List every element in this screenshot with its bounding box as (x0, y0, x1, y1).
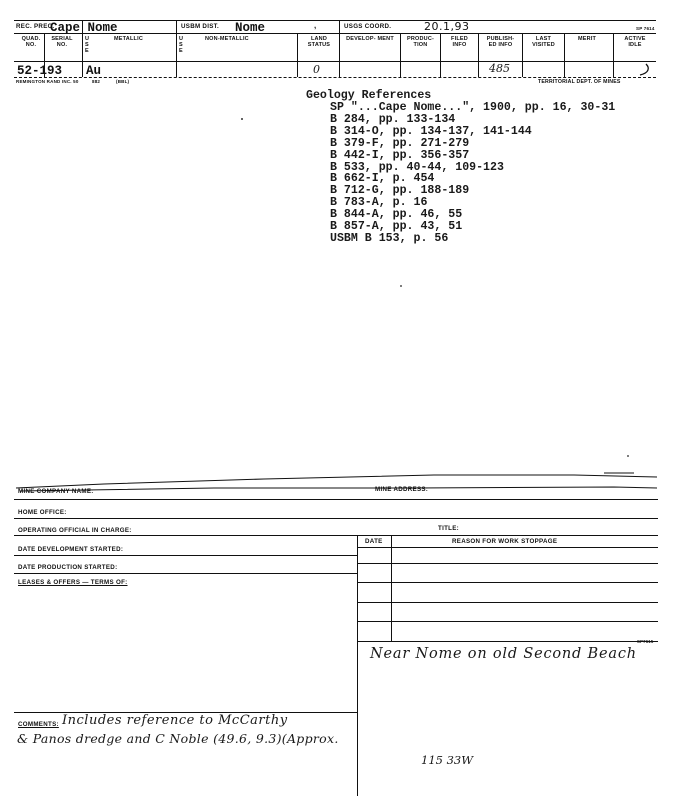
reference-item: SP "...Cape Nome...", 1900, pp. 16, 30-31 (330, 101, 616, 114)
reference-item: B 284, pp. 133-134 (330, 112, 456, 126)
form-code: SP7615 (637, 639, 654, 644)
reference-item: B 533, pp. 40-44, 109-123 (330, 160, 504, 174)
col-production: PRODUC- TION (406, 36, 435, 49)
col-development: DEVELOP- MENT (346, 36, 394, 42)
reference-item: B 844-A, pp. 46, 55 (330, 208, 463, 222)
table-rule-4 (357, 602, 658, 603)
speck (241, 118, 243, 120)
comments-line-2: & Panos dredge and C Noble (49.6, 9.3)(Approx. (17, 731, 339, 746)
row-rule-1 (14, 499, 658, 500)
reason-column-header: REASON FOR WORK STOPPAGE (452, 538, 558, 545)
divider-v3 (297, 33, 298, 77)
header-bottom-rule (14, 77, 656, 78)
col-quad-no: QUAD. NO. (21, 36, 41, 49)
active-idle-mark (630, 62, 654, 78)
divider-v7 (478, 33, 479, 77)
form-number: SP 7614 (636, 26, 655, 31)
row-rule-2 (14, 518, 658, 519)
references-list (330, 102, 615, 245)
usbm-dist-value: Nome (235, 21, 266, 35)
home-office-label: HOME OFFICE: (18, 509, 67, 516)
divider-v8 (522, 33, 523, 77)
comments-right-border (357, 653, 358, 796)
reference-item: B 442-I, pp. 356-357 (330, 148, 470, 162)
divider-v2 (176, 20, 177, 77)
reference-item: B 379-F, pp. 271-279 (330, 136, 470, 150)
comments-line-1: Includes reference to McCarthy (62, 713, 288, 728)
divider-v9 (564, 33, 565, 77)
col-active-idle: ACTIVE IDLE (624, 36, 646, 49)
reference-item: B 857-A, pp. 43, 51 (330, 220, 463, 234)
land-status-value: 0 (313, 63, 320, 76)
usbm-dist-label: USBM DIST. (181, 23, 220, 30)
printer-code: 882 (92, 79, 101, 84)
col-nonmetallic: NON-METALLIC (205, 36, 249, 42)
reference-item: B 662-I, p. 454 (330, 172, 435, 186)
mine-address-label: MINE ADDRESS: (375, 486, 429, 493)
speck (627, 455, 629, 457)
published-info-value: 485 (489, 62, 510, 75)
location-note: Near Nome on old Second Beach (370, 646, 637, 662)
col-use-nonmetallic: U S E (179, 36, 184, 55)
table-rule-1 (357, 547, 658, 548)
references-heading: Geology References (306, 89, 432, 102)
reference-item: B 314-O, pp. 134-137, 141-144 (330, 124, 532, 138)
divider-v5 (400, 33, 401, 77)
rec-prec-label: REC. PREC. (16, 23, 55, 30)
title-label: TITLE: (438, 525, 460, 532)
row-rule-3 (14, 535, 658, 536)
table-rule-6 (357, 641, 658, 642)
divider-v4 (339, 20, 340, 77)
table-rule-5 (357, 621, 658, 622)
table-rule-3 (357, 582, 658, 583)
department-name: TERRITORIAL DEPT. OF MINES (538, 79, 621, 85)
col-published-info: PUBLISH- ED INFO (486, 36, 515, 49)
col-use-metallic: U S E (85, 36, 90, 55)
col-metallic: METALLIC (114, 36, 143, 42)
mine-company-name-label: MINE COMPANY NAME: (18, 488, 94, 495)
reference-item: B 783-A, p. 16 (330, 196, 428, 210)
col-last-visited: LAST VISITED (532, 36, 555, 49)
reference-item: B 712-G, pp. 188-189 (330, 184, 470, 198)
usgs-coord-value: 20.1,93 (424, 20, 470, 33)
table-rule-2 (357, 563, 658, 564)
col-merit: MERIT (578, 36, 597, 42)
table-date-divider (391, 535, 392, 641)
commodity-value: Au (86, 64, 102, 78)
divider-v10 (613, 33, 614, 77)
printer-imprint: REMINGTON RAND INC. 50 (16, 79, 79, 84)
date-development-started-label: DATE DEVELOPMENT STARTED: (18, 546, 124, 553)
printer-code-2: (BBL) (116, 79, 130, 84)
usgs-coord-label: USGS COORD. (344, 23, 392, 30)
row-rule-5 (14, 573, 357, 574)
speck (400, 285, 402, 287)
date-column-header: DATE (365, 538, 383, 545)
operating-official-label: OPERATING OFFICIAL IN CHARGE: (18, 527, 132, 534)
reference-item: USBM B 153, p. 56 (330, 231, 449, 245)
rec-prec-value: Cape Nome (50, 21, 118, 35)
divider-v6 (440, 33, 441, 77)
leases-offers-label: LEASES & OFFERS — TERMS OF: (18, 579, 128, 586)
quad-serial-value: 52-193 (17, 64, 63, 78)
row-rule-4 (14, 555, 357, 556)
comments-label: COMMENTS: (18, 721, 59, 728)
section-top-edge (14, 470, 659, 494)
date-production-started-label: DATE PRODUCTION STARTED: (18, 564, 118, 571)
tick-mark: , (314, 21, 317, 30)
col-serial-no: SERIAL NO. (51, 36, 73, 49)
header-data-top-rule (14, 61, 656, 62)
table-left-border (357, 535, 358, 653)
col-filed-info: FILED INFO (451, 36, 468, 49)
col-land-status: LAND STATUS (307, 36, 331, 49)
bottom-note: 115 33W (421, 753, 474, 767)
